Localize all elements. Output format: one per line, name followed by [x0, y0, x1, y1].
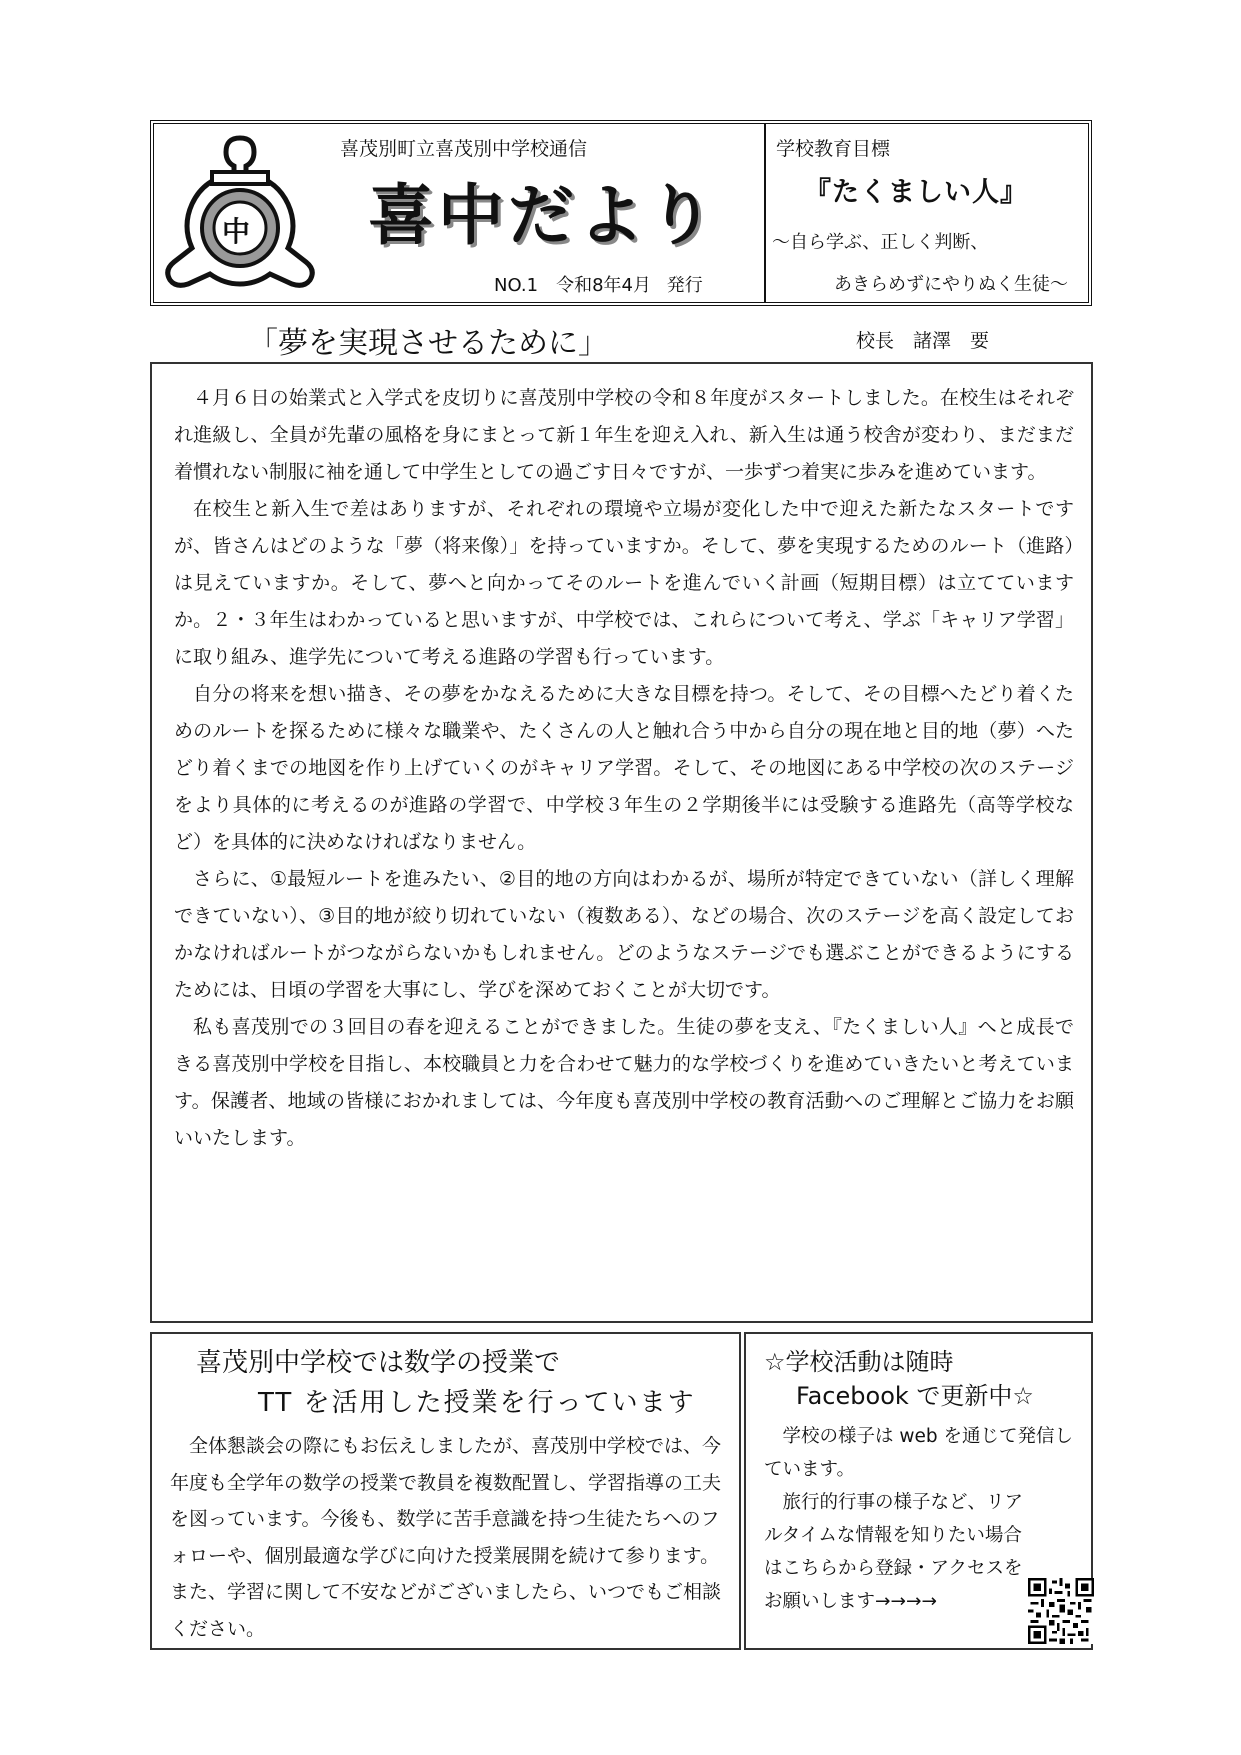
school-name: 喜茂別町立喜茂別中学校通信 [340, 138, 588, 160]
article-paragraph: さらに、①最短ルートを進みたい、②目的地の方向はわかるが、場所が特定できていない（詳しく理解できていない）、③目的地が絞り切れていない（複数ある）、などの場合、次のステージを高く設定しておかなければルートがつながらないかもしれません。どのようなステージでも選ぶことができるようにするためには、日頃の学習を大事にし、学びを深めておくことが大切です。 [174, 868, 1074, 1001]
issue-number: NO.1 令和8年4月 発行 [494, 275, 703, 296]
math-box-title-1: 喜茂別中学校では数学の授業で [196, 1348, 561, 1378]
main-article-body [174, 380, 1074, 1157]
newsletter-title: 喜中だより [368, 177, 718, 254]
facebook-box [744, 1332, 1093, 1650]
education-goal-main: 『たくましい人』 [804, 177, 1028, 208]
math-box-title-2: TT を活用した授業を行っています [258, 1388, 696, 1418]
article-paragraph: 在校生と新入生で差はありますが、それぞれの環境や立場が変化した中で迎えた新たなスタートですが、皆さんはどのような「夢（将来像）」を持っていますか。そして、夢を実現するためのルート（進路）は見えていますか。そして、夢へと向かってそのルートを進んでいく計画（短期目標）は立てていますか。２・３年生はわかっていると思いますが、中学校では、これらについて考え、学ぶ「キャリア学習」に取り組み、進学先について考える進路の学習も行っています。 [174, 498, 1074, 668]
education-goal-sub-2: あきらめずにやりぬく生徒〜 [834, 274, 1068, 295]
article-paragraph: ４月６日の始業式と入学式を皮切りに喜茂別中学校の令和８年度がスタートしました。在校生はそれぞれ進級し、全員が先輩の風格を身にまとって新１年生を迎え入れ、新入生は通う校舎が変わり、まだまだ着慣れない制服に袖を通して中学生としての過ごす日々ですが、一歩ずつ着実に歩みを進めています。 [174, 387, 1074, 483]
article-author: 校長 諸澤 要 [856, 330, 990, 352]
header-divider [764, 124, 766, 302]
facebook-paragraph-2: 旅行的行事の様子など、リアルタイムな情報を知りたい場合はこちらから登録・アクセスをお願いします→→→→ [764, 1492, 1024, 1612]
main-article-box [150, 362, 1093, 1323]
newsletter-header [150, 120, 1092, 306]
article-paragraph: 私も喜茂別での３回目の春を迎えることができました。生徒の夢を支え、『たくましい人』へと成長できる喜茂別中学校を目指し、本校職員と力を合わせて魅力的な学校づくりを進めていきたいと考えています。保護者、地域の皆様におかれましては、今年度も喜茂別中学校の教育活動へのご理解とご協力をお願いいたします。 [174, 1016, 1074, 1149]
facebook-box-title-2: Facebook で更新中☆ [796, 1382, 1034, 1410]
education-goal-sub-1: 〜自ら学ぶ、正しく判断、 [772, 232, 989, 253]
article-paragraph: 自分の将来を想い描き、その夢をかなえるために大きな目標を持つ。そして、その目標へたどり着くためのルートを探るために様々な職業や、たくさんの人と触れ合う中から自分の現在地と目的地（夢）へたどり着くまでの地図を作り上げていくのがキャリア学習。そして、その地図にある中学校の次のステージをより具体的に考えるのが進路の学習で、中学校３年生の２学期後半には受験する進路先（高等学校など）を具体的に決めなければなりません。 [174, 683, 1074, 853]
article-headline: 「夢を実現させるために」 [248, 326, 608, 361]
qr-code-icon[interactable] [1028, 1578, 1094, 1644]
education-goal-heading: 学校教育目標 [776, 138, 891, 160]
facebook-box-title-1: ☆学校活動は随時 [764, 1348, 954, 1376]
facebook-paragraph-1: 学校の様子は web を通じて発信しています。 [764, 1426, 1074, 1480]
math-tt-box [150, 1332, 741, 1650]
math-box-body [170, 1428, 730, 1647]
logo-character: 中 [222, 215, 251, 248]
math-box-paragraph: 全体懇談会の際にもお伝えしましたが、喜茂別中学校では、今年度も全学年の数学の授業で教員を複数配置し、学習指導の工夫を図っています。今後も、数学に苦手意識を持つ生徒たちへのフォローや、個別最適な学びに向けた授業展開を続けて参ります。また、学習に関して不安などがございましたら、いつでもご相談ください。 [170, 1435, 722, 1640]
